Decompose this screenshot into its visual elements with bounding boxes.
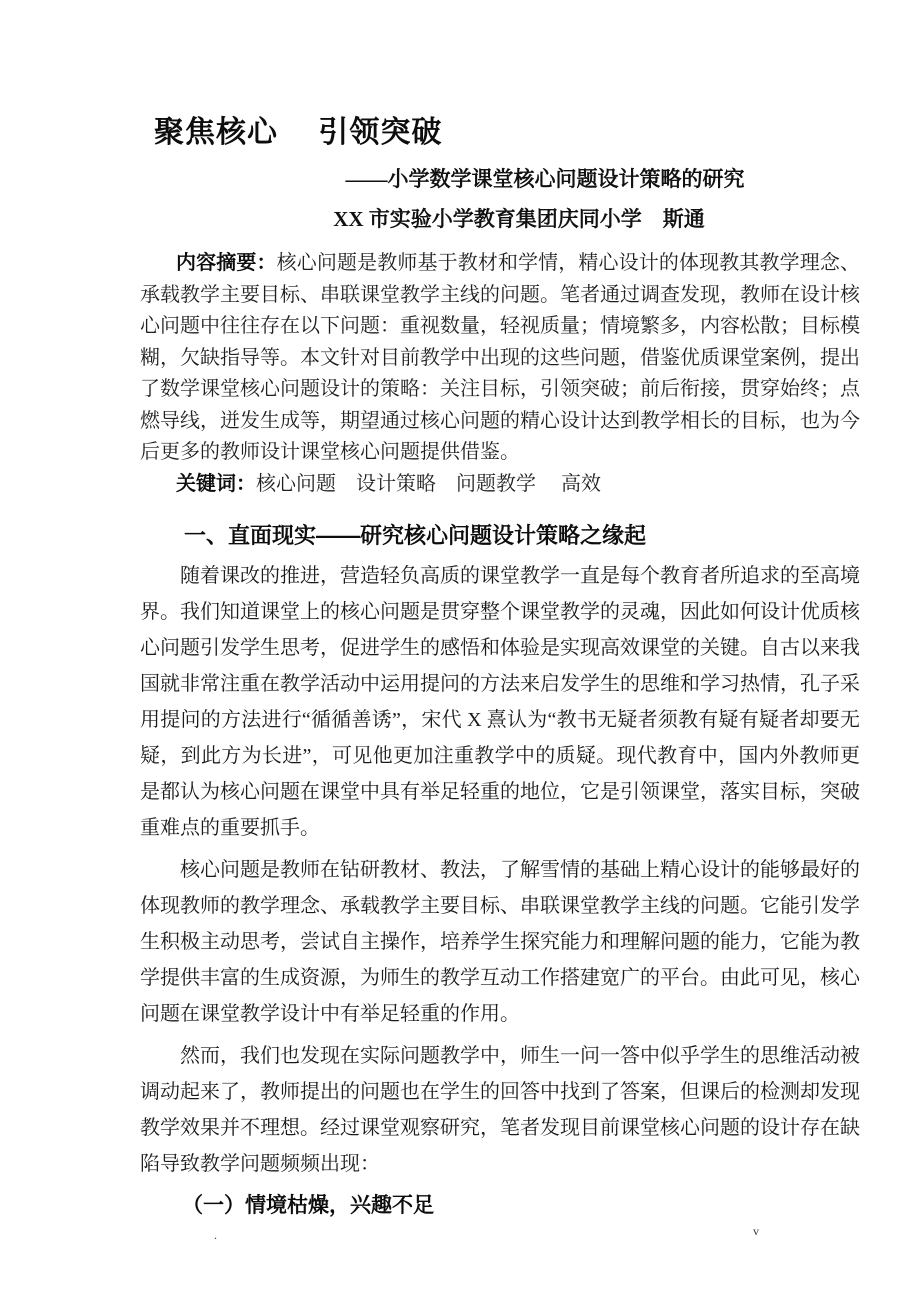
keywords-line xyxy=(140,469,860,501)
keywords-text: 核心问题 设计策略 问题教学 高效 xyxy=(256,472,601,495)
abstract-paragraph xyxy=(140,248,860,469)
scan-artifact-dot: . xyxy=(214,1228,217,1242)
section-1-paragraph-2: 核心问题是教师在钻研教材、教法，了解雪情的基础上精心设计的能够最好的体现教师的教学理念、承载教学主要目标、串联课堂教学主线的问题。它能引发学生积极主动思考，尝试自主操作，培养学生探究能力和理解问题的能力，它能为教学提供丰富的生成资源，为师生的教学互动工作搭建宽广的平台。由此可见，核心问题在课堂教学设计中有举足轻重的作用。 xyxy=(140,859,860,1025)
scan-artifact-v: v xyxy=(753,1224,759,1238)
document-subtitle: ——小学数学课堂核心问题设计策略的研究 xyxy=(345,167,745,191)
author-line: XX 市实验小学教育集团庆同小学 斯通 xyxy=(333,207,705,231)
section-1-heading: 一、直面现实——研究核心问题设计策略之缘起 xyxy=(184,523,647,548)
document-title: 聚焦核心 引领突破 xyxy=(154,116,443,149)
keywords-label: 关键词： xyxy=(176,472,256,495)
section-1-paragraph-3: 然而，我们也发现在实际问题教学中，师生一问一答中似乎学生的思维活动被调动起来了，教师提出的问题也在学生的回答中找到了答案，但课后的检测却发现教学效果并不理想。经过课堂观察研究，笔者发现目前课堂核心问题的设计存在缺陷导致教学问题频频出现： xyxy=(140,1045,860,1175)
section-1-paragraph-1: 随着课改的推进，营造轻负高质的课堂教学一直是每个教育者所追求的至高境界。我们知道课堂上的核心问题是贯穿整个课堂教学的灵魂，因此如何设计优质核心问题引发学生思考，促进学生的感悟和体验是实现高效课堂的关键。自古以来我国就非常注重在教学活动中运用提问的方法来启发学生的思维和学习热情，孔子采用提问的方法进行“循循善诱”，宋代 X 熹认为“教书无疑者须教有疑有疑者却要无疑，到此方为长进”，可见他更加注重教学中的质疑。现代教育中，国内外教师更是都认为核心问题在课堂中具有举足轻重的地位，它是引领课堂，落实目标，突破重难点的重要抓手。 xyxy=(140,565,860,839)
subsection-1-heading: （一）情境枯燥，兴趣不足 xyxy=(182,1194,434,1217)
abstract-text: 核心问题是教师基于教材和学情，精心设计的体现教其教学理念、承载教学主要目标、串联课堂教学主线的问题。笔者通过调查发现，教师在设计核心问题中往往存在以下问题：重视数量，轻视质量；情境繁多，内容松散；目标模糊，欠缺指导等。本文针对目前教学中出现的这些问题，借鉴优质课堂案例，提出了数学课堂核心问题设计的策略：关注目标，引领突破；前后衔接，贯穿始终；点燃导线，迸发生成等，期望通过核心问题的精心设计达到教学相长的目标，也为今后更多的教师设计课堂核心问题提供借鉴。 xyxy=(140,252,861,463)
abstract-label: 内容摘要： xyxy=(176,252,277,274)
